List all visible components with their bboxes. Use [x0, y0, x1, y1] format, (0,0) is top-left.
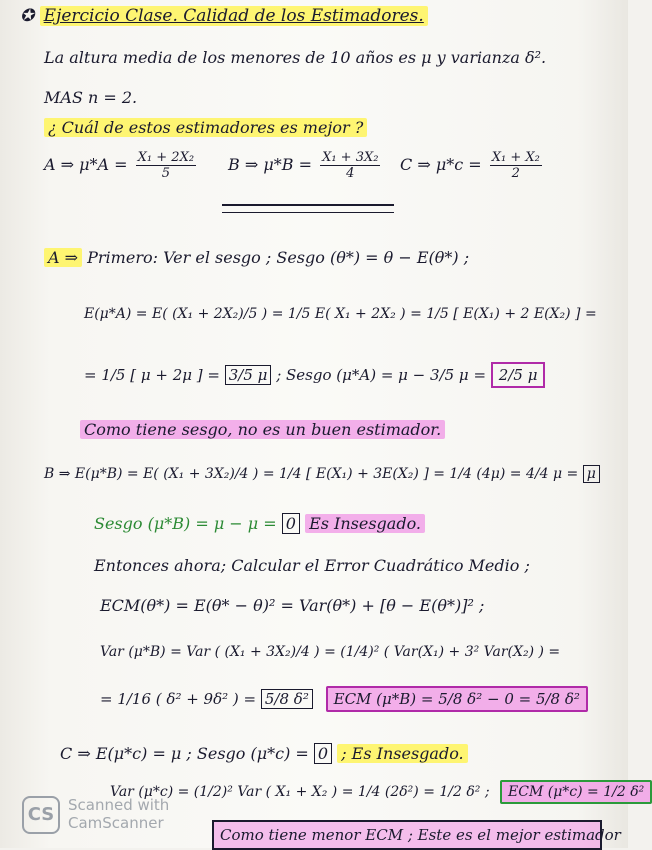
- watermark-line-1: Scanned with: [68, 796, 170, 814]
- estimator-a: A ⇒ μ*A = $\frac{\text{X₁ + 2X₂}}{5}$: [44, 150, 195, 181]
- part-a-expectation: E(μ*A) = E( (X₁ + 2X₂)/5 ) = 1/5 E( X₁ + 2X₂ ) = 1/5 [ E(X₁) + 2 E(X₂) ] =: [84, 306, 597, 322]
- estimator-b: B ⇒ μ*B = $\frac{\text{X₁ + 3X₂}}{4}$: [228, 150, 379, 181]
- part-b-bias: Sesgo (μ*B) = μ − μ = 0 Es Insesgado.: [94, 514, 425, 533]
- part-a-intro: A ⇒ Primero: Ver el sesgo ; Sesgo (θ*) = θ − E(θ*) ;: [44, 248, 469, 267]
- part-b-expectation-result: μ: [583, 465, 600, 483]
- part-c-ecm-result: ECM (μ*c) = 1/2 δ²: [500, 780, 652, 804]
- part-b-variance-result-line: = 1/16 ( δ² + 9δ² ) = 5/8 δ² ECM (μ*B) = 5/8 δ² − 0 = 5/8 δ²: [100, 690, 588, 708]
- part-c-expectation: C ⇒ E(μ*c) = μ ; Sesgo (μ*c) = 0 ; Es Insesgado.: [60, 744, 468, 763]
- part-a-bias-result: 2/5 μ: [491, 362, 546, 388]
- part-c-variance-line: Var (μ*c) = (1/2)² Var ( X₁ + X₂ ) = 1/4 (2δ²) = 1/2 δ² ; ECM (μ*c) = 1/2 δ²: [110, 784, 652, 800]
- part-b-then: Entonces ahora; Calcular el Error Cuadrático Medio ;: [94, 556, 530, 575]
- star-bullet-icon: ✪: [20, 6, 35, 26]
- camscanner-logo-icon: CS: [22, 796, 60, 834]
- final-conclusion: Como tiene menor ECM ; Este es el mejor estimador: [212, 820, 602, 850]
- estimator-c: C ⇒ μ*c = $\frac{\text{X₁ + X₂}}{2}$: [400, 150, 540, 181]
- page-title: Ejercicio Clase. Calidad de los Estimadores.: [40, 6, 428, 26]
- part-b-expectation: B ⇒ E(μ*B) = E( (X₁ + 3X₂)/4 ) = 1/4 [ E(X₁) + 3E(X₂) ] = 1/4 (4μ) = 4/4 μ = μ: [44, 466, 600, 482]
- part-a-conclusion: Como tiene sesgo, no es un buen estimador.: [80, 420, 445, 439]
- title-line: [20, 6, 428, 26]
- question: ¿ Cuál de estos estimadores es mejor ?: [44, 118, 367, 137]
- sample-info: MAS n = 2.: [44, 88, 138, 107]
- part-b-variance-result: 5/8 δ²: [261, 689, 313, 709]
- part-b-variance: Var (μ*B) = Var ( (X₁ + 3X₂)/4 ) = (1/4)² ( Var(X₁) + 3² Var(X₂) ) =: [100, 644, 561, 660]
- part-b-ecm-result: ECM (μ*B) = 5/8 δ² − 0 = 5/8 δ²: [326, 686, 588, 712]
- double-underline-divider: [222, 204, 394, 213]
- part-c-bias-result: 0: [314, 743, 332, 764]
- part-a-expectation-result: 3/5 μ: [225, 365, 272, 385]
- watermark-line-2: CamScanner: [68, 814, 164, 832]
- ecm-definition: ECM(θ*) = E(θ* − θ)² = Var(θ*) + [θ − E(θ*)]² ;: [100, 596, 485, 615]
- part-b-bias-result: 0: [282, 513, 300, 534]
- problem-statement: La altura media de los menores de 10 años es μ y varianza δ².: [44, 48, 547, 67]
- part-a-result-line: = 1/5 [ μ + 2μ ] = 3/5 μ ; Sesgo (μ*A) = μ − 3/5 μ = 2/5 μ: [84, 366, 545, 384]
